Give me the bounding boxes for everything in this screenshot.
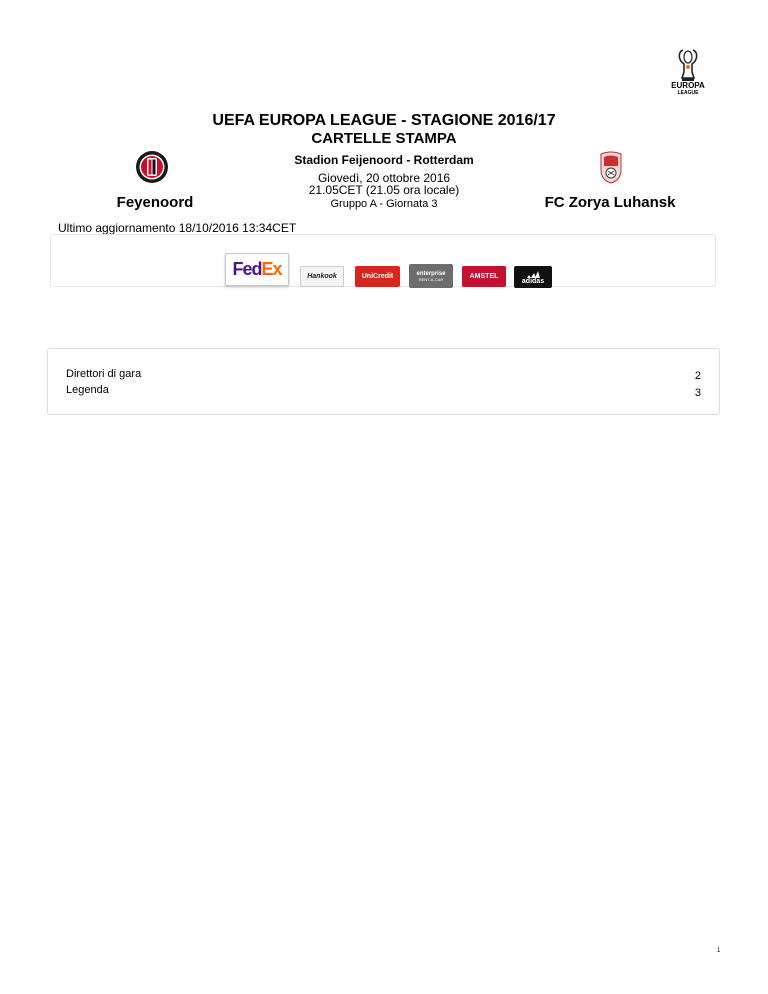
- fedex-logo-fed: Fed: [232, 259, 262, 279]
- sponsor-bar: [50, 234, 716, 287]
- match-date: Giovedì, 20 ottobre 2016: [317, 171, 451, 185]
- amstel-logo: AMSTEL: [462, 266, 506, 287]
- away-team-name: FC Zorya Luhansk: [544, 194, 676, 211]
- home-team-name: Feyenoord: [116, 194, 194, 211]
- last-updated: Ultimo aggiornamento 18/10/2016 13:34CET: [58, 221, 297, 235]
- toc-item-page: 2: [694, 370, 701, 382]
- adidas-logo-text: adidas: [521, 277, 545, 285]
- toc-item-label[interactable]: Direttori di gara: [66, 368, 142, 380]
- stadium: Stadion Feijenoord - Rotterdam: [294, 153, 474, 167]
- enterprise-logo-sub: RENT-A-CAR: [418, 276, 444, 282]
- logo-text-europa: EUROPA: [671, 81, 705, 90]
- uefa-europa-league-logo: [664, 48, 712, 106]
- match-group: Gruppo A - Giornata 3: [330, 198, 438, 210]
- fedex-logo: [225, 253, 289, 286]
- feyenoord-crest-icon: [135, 150, 169, 184]
- logo-text-league: LEAGUE: [677, 90, 699, 96]
- table-of-contents: [47, 348, 720, 415]
- hankook-logo: Hankook: [300, 266, 344, 287]
- page-title: UEFA EUROPA LEAGUE - STAGIONE 2016/17: [212, 112, 556, 129]
- page-number: 1: [717, 948, 721, 954]
- toc-item-page: 3: [694, 387, 701, 399]
- zorya-crest-icon: [599, 150, 623, 184]
- fedex-logo-ex: Ex: [261, 259, 282, 279]
- adidas-stripes-icon: [526, 270, 540, 278]
- page-subtitle: CARTELLE STAMPA: [311, 130, 457, 147]
- enterprise-logo-name: enterprise: [416, 270, 446, 277]
- unicredit-logo: UniCredit: [355, 266, 400, 287]
- enterprise-logo: [409, 264, 453, 288]
- trophy-icon: [674, 48, 702, 82]
- adidas-logo: [514, 266, 552, 288]
- match-time: 21.05CET (21.05 ora locale): [308, 183, 460, 197]
- toc-item-label[interactable]: Legenda: [66, 384, 109, 396]
